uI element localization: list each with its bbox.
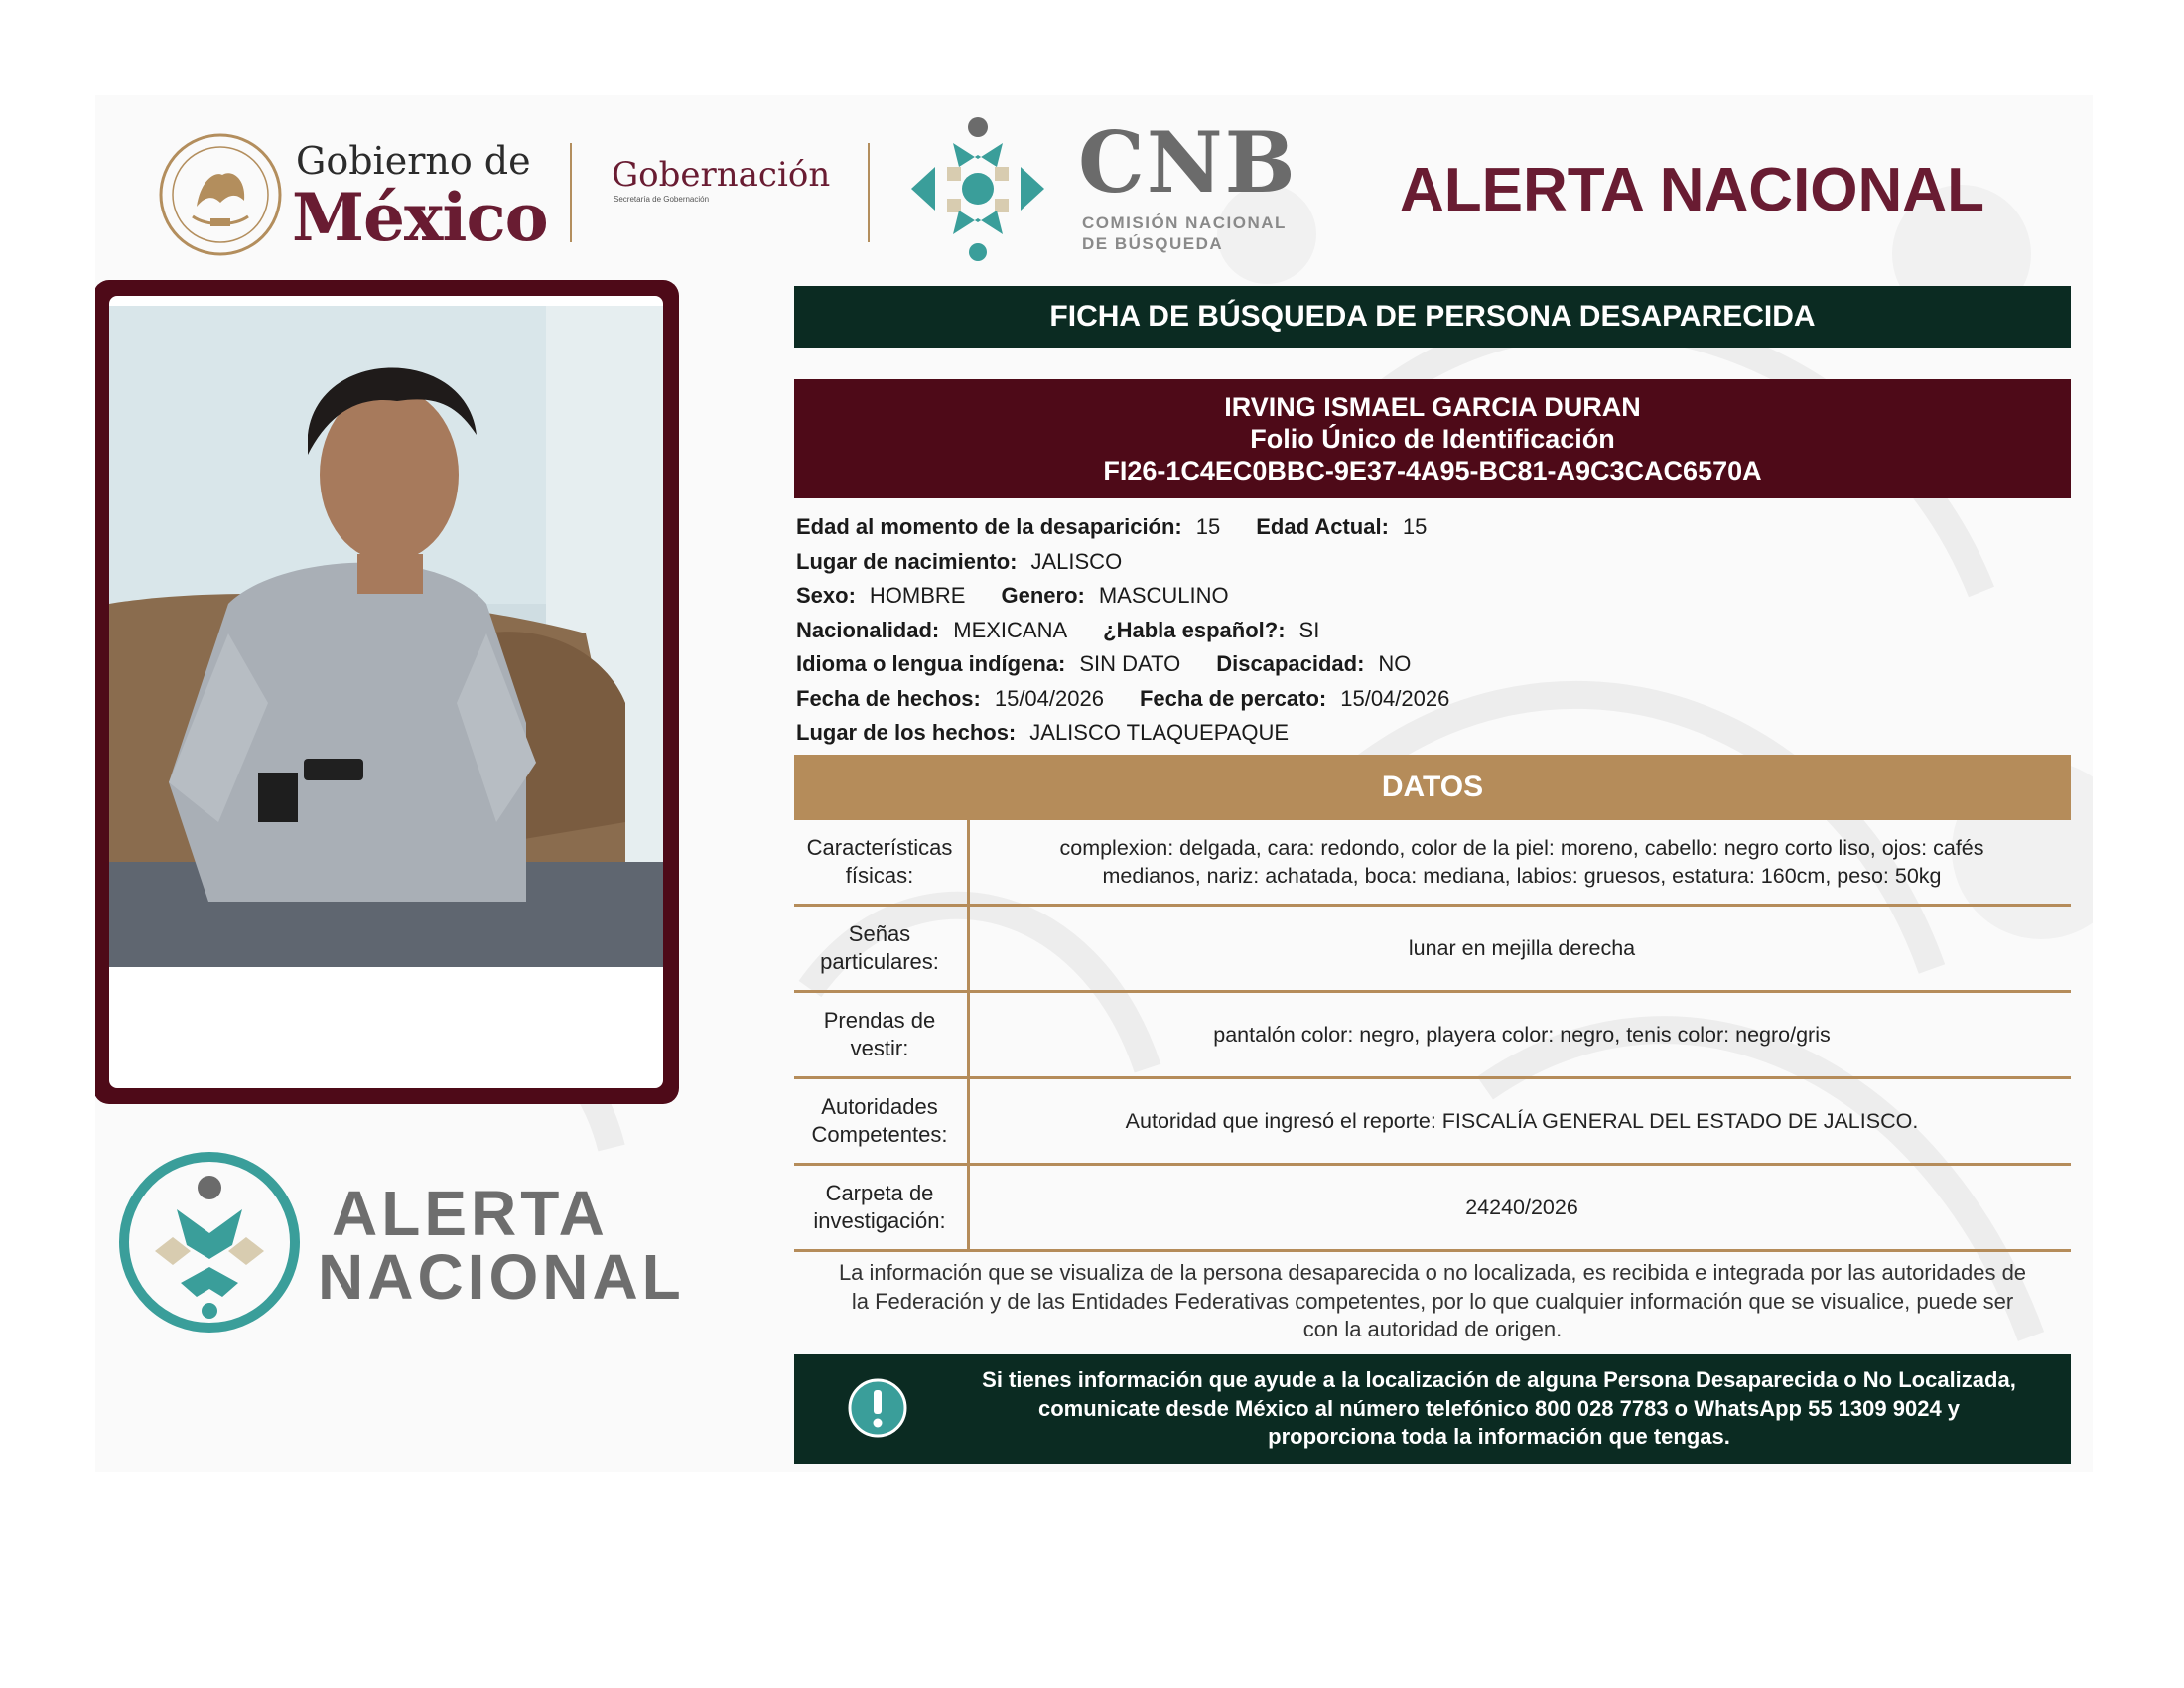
info-value: JALISCO TLAQUEPAQUE	[1029, 720, 1290, 745]
info-label: Edad al momento de la desaparición:	[796, 514, 1182, 539]
datos-row-carpeta	[794, 1166, 2071, 1252]
info-label: Fecha de hechos:	[796, 685, 981, 711]
info-label: Edad Actual:	[1256, 514, 1389, 539]
gobierno-mexico-logo	[157, 131, 673, 260]
info-value: MEXICANA	[953, 617, 1068, 642]
datos-label-line: Competentes:	[811, 1122, 948, 1147]
disclaimer-line: la Federación y de las Entidades Federativas competentes, por lo que cualquier información que se visualice, puede ser	[851, 1288, 2014, 1314]
disclaimer-line: La información que se visualiza de la persona desaparecida o no localizada, es recibida e integrada por las autoridades de	[838, 1260, 2027, 1285]
datos-label-line: Señas	[848, 921, 911, 946]
contact-line: Si tienes información que ayude a la localización de alguna Persona Desaparecida o No Localizada,	[982, 1367, 2016, 1392]
datos-label-line: Autoridades	[821, 1094, 938, 1119]
photo-card	[109, 296, 663, 1088]
datos-label-line: físicas:	[845, 863, 914, 888]
cnb-emblem-icon	[901, 109, 1054, 268]
info-label: Lugar de los hechos:	[796, 720, 1017, 745]
info-label: Sexo:	[796, 583, 856, 608]
info-value: 15	[1402, 514, 1428, 539]
person-name-bar	[794, 379, 2071, 498]
contact-info-text	[943, 1366, 2055, 1452]
info-row	[796, 614, 2067, 648]
info-label: ¿Habla español?:	[1103, 617, 1286, 642]
info-label: Idioma o lengua indígena:	[796, 651, 1066, 676]
folio-label: Folio Único de Identificación	[1250, 424, 1615, 454]
datos-title-bar: DATOS	[794, 755, 2071, 820]
info-row	[796, 579, 2067, 614]
datos-table	[794, 820, 2071, 1252]
mexico-text: México	[292, 179, 548, 256]
datos-value: lunar en mejilla derecha	[1408, 936, 1636, 960]
datos-value: 24240/2026	[1465, 1196, 1578, 1219]
datos-separator	[967, 907, 970, 990]
datos-value: pantalón color: negro, playera color: negro, tenis color: negro/gris	[1213, 1023, 1831, 1047]
info-value: 15	[1195, 514, 1221, 539]
info-value: JALISCO	[1030, 548, 1123, 574]
datos-separator	[967, 1166, 970, 1249]
info-row	[796, 545, 2067, 580]
datos-value-line: medianos, nariz: achatada, boca: mediana, labios: gruesos, estatura: 160cm, peso: 50kg	[1102, 864, 1942, 888]
photo-frame	[95, 280, 679, 1104]
info-value: MASCULINO	[1098, 583, 1229, 608]
cnb-subtitle-line: DE BÚSQUEDA	[1082, 234, 1224, 253]
alerta-emblem-icon	[115, 1148, 304, 1336]
info-row	[796, 647, 2067, 682]
disclaimer-line: con la autoridad de origen.	[1302, 1317, 1563, 1341]
exclamation-icon	[848, 1378, 907, 1438]
person-name: IRVING ISMAEL GARCIA DURAN	[1224, 392, 1641, 422]
gobernacion-logo-text: Gobernación	[612, 155, 831, 195]
alert-sheet	[95, 95, 2093, 1472]
alerta-logo-text: ALERTA	[332, 1178, 609, 1249]
datos-label	[794, 1166, 965, 1249]
contact-line: comunicate desde México al número telefónico 800 028 7783 o WhatsApp 55 1309 9024 y	[1037, 1395, 1961, 1421]
folio-value: FI26-1C4EC0BBC-9E37-4A95-BC81-A9C3CAC6570A	[1103, 456, 1762, 486]
datos-label-line: Características	[806, 835, 953, 860]
datos-label-line: Carpeta de	[825, 1181, 934, 1205]
datos-row-prendas	[794, 993, 2071, 1079]
info-value: SI	[1298, 617, 1320, 642]
datos-label	[794, 993, 965, 1076]
info-row	[796, 682, 2067, 717]
cnb-subtitle-line: COMISIÓN NACIONAL	[1082, 213, 1287, 232]
disclaimer-text	[794, 1259, 2071, 1344]
datos-row-autoridades	[794, 1079, 2071, 1166]
person-info	[796, 510, 2067, 751]
info-value: NO	[1378, 651, 1412, 676]
contact-info-bar	[794, 1354, 2071, 1464]
header-divider	[868, 143, 870, 242]
datos-row-senas	[794, 907, 2071, 993]
datos-label	[794, 820, 965, 904]
national-seal-icon	[157, 131, 284, 258]
datos-label	[794, 907, 965, 990]
datos-value-line: complexion: delgada, cara: redondo, color de la piel: moreno, cabello: negro corto liso, ojos: cafés	[1059, 836, 1984, 860]
info-row	[796, 510, 2067, 545]
gobernacion-subtitle: Secretaría de Gobernación	[614, 195, 710, 204]
nacional-logo-text: NACIONAL	[318, 1241, 685, 1313]
datos-label	[794, 1079, 965, 1163]
datos-label-line: particulares:	[820, 949, 939, 974]
gobierno-text: Gobierno de	[296, 139, 531, 183]
info-value: 15/04/2026	[1340, 685, 1450, 711]
datos-separator	[967, 993, 970, 1076]
info-value: 15/04/2026	[994, 685, 1104, 711]
info-row	[796, 716, 2067, 751]
info-label: Discapacidad:	[1216, 651, 1365, 676]
header-divider	[570, 143, 572, 242]
info-value: HOMBRE	[869, 583, 966, 608]
datos-value: Autoridad que ingresó el reporte: FISCALÍA GENERAL DEL ESTADO DE JALISCO.	[1125, 1109, 1919, 1133]
cnb-logo-text: CNB	[1078, 113, 1297, 211]
alerta-nacional-logo	[115, 1148, 685, 1346]
page-title: ALERTA NACIONAL	[1400, 156, 1984, 224]
person-photo	[109, 306, 663, 967]
info-label: Fecha de percato:	[1139, 685, 1327, 711]
cnb-subtitle	[1082, 212, 1287, 254]
datos-separator	[967, 820, 970, 904]
info-value: SIN DATO	[1079, 651, 1181, 676]
datos-label-line: investigación:	[813, 1208, 946, 1233]
info-label: Lugar de nacimiento:	[796, 548, 1018, 574]
datos-label-line: Prendas de	[823, 1008, 936, 1033]
datos-value	[973, 820, 2071, 904]
ficha-title-bar: FICHA DE BÚSQUEDA DE PERSONA DESAPARECIDA	[794, 286, 2071, 348]
datos-row-caracteristicas	[794, 820, 2071, 907]
datos-separator	[967, 1079, 970, 1163]
contact-line: proporciona toda la información que tengas.	[1268, 1424, 1730, 1449]
info-label: Genero:	[1001, 583, 1085, 608]
info-label: Nacionalidad:	[796, 617, 940, 642]
datos-label-line: vestir:	[850, 1036, 909, 1060]
